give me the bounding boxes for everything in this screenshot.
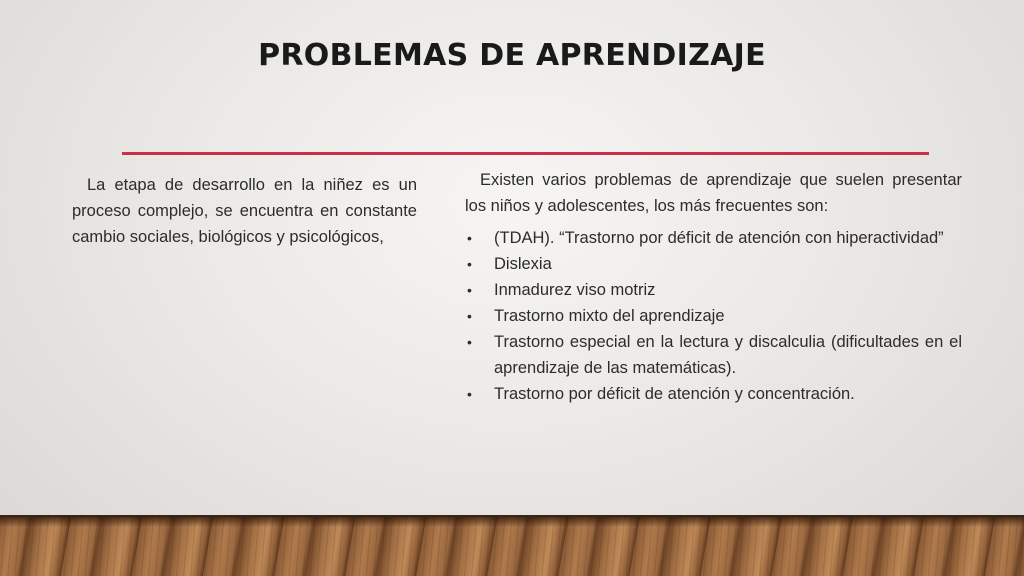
list-item-text: Trastorno mixto del aprendizaje (494, 307, 725, 325)
list-item-text: Trastorno especial en la lectura y discalculia (dificultades en el aprendizaje de las matemáticas). (494, 333, 962, 377)
left-paragraph: La etapa de desarrollo en la niñez es un proceso complejo, se encuentra en constante cambio sociales, biológicos y psicológicos, (72, 176, 417, 246)
bullet-icon: • (467, 282, 472, 298)
bullet-icon: • (467, 230, 472, 246)
wood-floor-grain (0, 517, 1024, 576)
list-item (465, 329, 962, 381)
list-item (465, 303, 962, 329)
slide-title: PROBLEMAS DE APRENDIZAJE (258, 38, 766, 73)
list-item-text: Inmadurez viso motriz (494, 281, 656, 299)
bullet-icon: • (467, 386, 472, 402)
bullet-icon: • (467, 256, 472, 272)
bullet-icon: • (467, 334, 472, 350)
list-item-text: Dislexia (494, 255, 552, 273)
right-column (465, 167, 962, 407)
bullet-list (465, 225, 962, 407)
right-intro: Existen varios problemas de aprendizaje que suelen presentar los niños y adolescentes, los más frecuentes son: (465, 171, 962, 215)
list-item (465, 277, 962, 303)
title-divider (122, 152, 929, 155)
list-item-text: Trastorno por déficit de atención y concentración. (494, 385, 855, 403)
list-item-text: (TDAH). “Trastorno por déficit de atención con hiperactividad” (494, 229, 944, 247)
list-item (465, 225, 962, 251)
list-item (465, 251, 962, 277)
list-item (465, 381, 962, 407)
bullet-icon: • (467, 308, 472, 324)
